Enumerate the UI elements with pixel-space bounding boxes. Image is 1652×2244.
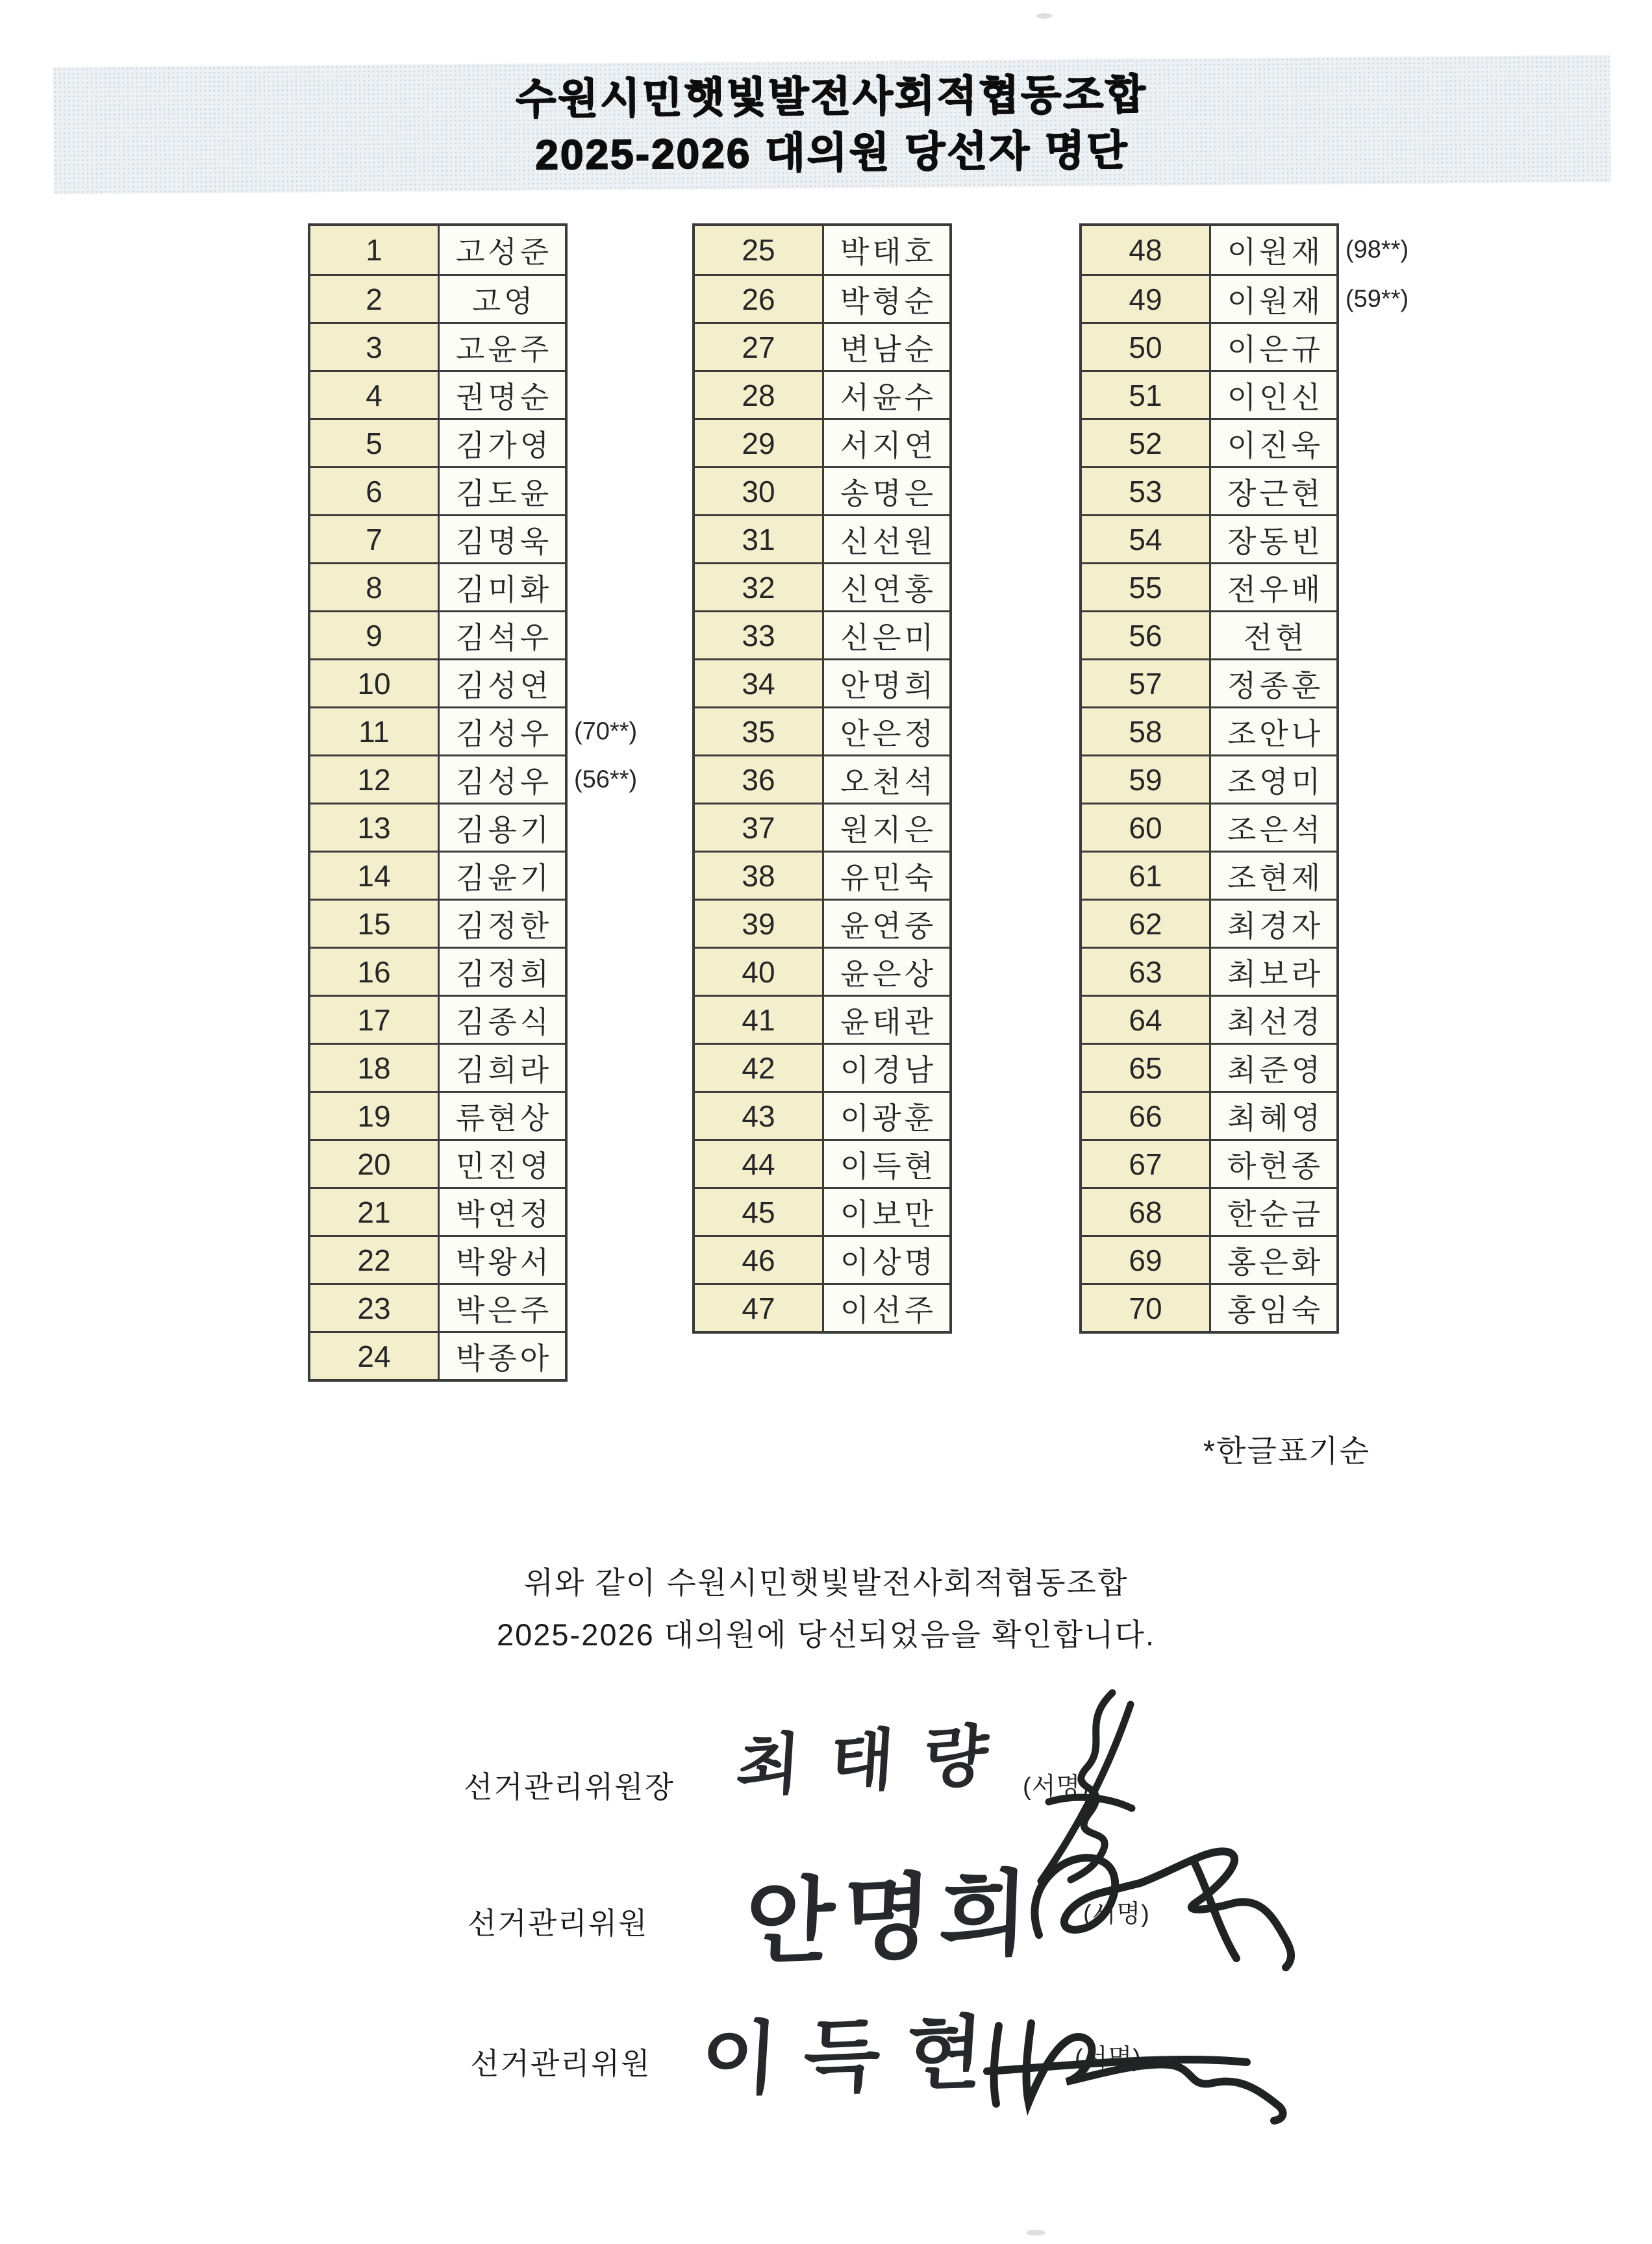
name-cell: 김윤기 [440, 853, 565, 899]
name-cell: 김성우 [440, 708, 565, 754]
vote-note: (70**) [574, 717, 638, 745]
name-cell: 고영 [440, 276, 565, 322]
name-cell: 최경자 [1211, 901, 1336, 947]
name-cell: 신연홍 [824, 564, 949, 610]
sig-role-chairman: 선거관리위원장 [464, 1770, 675, 1804]
rank-cell: 55 [1082, 564, 1211, 610]
name-cell: 정종훈 [1211, 660, 1336, 706]
document-title-line1: 수원시민햇빛발전사회적협동조합 [516, 71, 1148, 123]
roster-row [1082, 274, 1409, 322]
name-cell: 하헌종 [1211, 1141, 1336, 1187]
rank-cell: 9 [310, 612, 440, 658]
roster-table-3 [1079, 223, 1409, 1334]
name-cell: 류현상 [440, 1093, 565, 1139]
name-cell: 전우배 [1211, 564, 1336, 610]
rank-cell: 25 [695, 226, 824, 274]
name-cell: 최준영 [1211, 1045, 1336, 1091]
name-cell: 신은미 [824, 612, 949, 658]
name-cell: 원지은 [824, 804, 949, 851]
title-banner [53, 55, 1610, 195]
roster-row [310, 1043, 565, 1091]
roster-row [1082, 1043, 1336, 1091]
roster-row [695, 1283, 949, 1331]
vote-note: (98**) [1345, 236, 1409, 264]
name-cell: 김성연 [440, 660, 565, 706]
rank-cell: 33 [695, 612, 824, 658]
name-cell: 송명은 [824, 468, 949, 514]
rank-cell: 7 [310, 516, 440, 562]
roster-row [310, 899, 565, 947]
roster-row [1082, 226, 1409, 274]
name-cell: 홍은화 [1211, 1237, 1336, 1283]
roster-row [310, 803, 565, 851]
name-cell: 조영미 [1211, 756, 1336, 803]
roster-row [1082, 1283, 1336, 1331]
name-cell: 조은석 [1211, 804, 1336, 851]
name-cell: 이광훈 [824, 1093, 949, 1139]
roster-row [310, 610, 565, 658]
rank-cell: 67 [1082, 1141, 1211, 1187]
sign-here-label-1: (서명) [1023, 1773, 1090, 1801]
rank-cell: 35 [695, 708, 824, 754]
signature-member-1 [1013, 1838, 1299, 1987]
roster-row [1082, 514, 1336, 562]
rank-cell: 47 [695, 1285, 824, 1331]
rank-cell: 4 [310, 372, 440, 418]
rank-cell: 30 [695, 468, 824, 514]
name-cell: 김명욱 [440, 516, 565, 562]
rank-cell: 52 [1082, 420, 1211, 466]
rank-cell: 19 [310, 1093, 440, 1139]
name-cell: 고윤주 [440, 324, 565, 370]
roster-row [695, 322, 949, 370]
name-cell: 윤은상 [824, 949, 949, 995]
roster-row [310, 706, 638, 754]
signature-member-2 [974, 2000, 1299, 2130]
roster-row [695, 562, 949, 610]
rank-cell: 43 [695, 1093, 824, 1139]
roster-row [695, 995, 949, 1043]
roster-row [310, 274, 565, 322]
rank-cell: 60 [1082, 804, 1211, 851]
handwritten-name-chairman: 최태량 [734, 1717, 1020, 1804]
name-cell: 오천석 [824, 756, 949, 803]
name-cell: 신선원 [824, 516, 949, 562]
roster-row [1082, 754, 1336, 803]
roster-table-1 [308, 223, 638, 1382]
rank-cell: 8 [310, 564, 440, 610]
roster-row [310, 1283, 565, 1331]
name-cell: 안명희 [824, 660, 949, 706]
name-cell: 박연정 [440, 1189, 565, 1235]
roster-row [695, 803, 949, 851]
roster-row [310, 1091, 565, 1139]
roster-row [695, 226, 949, 274]
roster-row [1082, 803, 1336, 851]
name-cell: 이경남 [824, 1045, 949, 1091]
name-cell: 한순금 [1211, 1189, 1336, 1235]
roster-row [310, 418, 565, 466]
name-cell: 이상명 [824, 1237, 949, 1283]
rank-cell: 1 [310, 226, 440, 274]
confirmation-statement [274, 1557, 1378, 1661]
name-cell: 서윤수 [824, 372, 949, 418]
rank-cell: 39 [695, 901, 824, 947]
confirmation-line2: 2025-2026 대의원에 당선되었음을 확인합니다. [496, 1617, 1156, 1652]
rank-cell: 53 [1082, 468, 1211, 514]
roster-row [310, 562, 565, 610]
sig-role-member-2: 선거관리위원 [470, 2047, 651, 2080]
rank-cell: 28 [695, 372, 824, 418]
rank-cell: 17 [310, 997, 440, 1043]
sign-here-label-2: (서명) [1083, 1901, 1150, 1928]
vote-note: (56**) [574, 766, 638, 793]
name-cell: 이득현 [824, 1141, 949, 1187]
roster-row [695, 658, 949, 706]
name-cell: 이인신 [1211, 372, 1336, 418]
name-cell: 윤태관 [824, 997, 949, 1043]
roster-row [310, 947, 565, 995]
roster-row [1082, 322, 1336, 370]
name-cell: 김성우 [440, 756, 565, 803]
signature-scribble-3 [974, 2000, 1299, 2130]
name-cell: 이은규 [1211, 324, 1336, 370]
rank-cell: 27 [695, 324, 824, 370]
roster-row [1082, 1235, 1336, 1283]
rank-cell: 50 [1082, 324, 1211, 370]
name-cell: 박종아 [440, 1333, 565, 1379]
rank-cell: 16 [310, 949, 440, 995]
name-cell: 윤연중 [824, 901, 949, 947]
rank-cell: 5 [310, 420, 440, 466]
rank-cell: 66 [1082, 1093, 1211, 1139]
rank-cell: 44 [695, 1141, 824, 1187]
signature-scribble-2 [1013, 1838, 1299, 1987]
rank-cell: 26 [695, 276, 824, 322]
rank-cell: 45 [695, 1189, 824, 1235]
roster-row [1082, 995, 1336, 1043]
roster-row [695, 418, 949, 466]
name-cell: 민진영 [440, 1141, 565, 1187]
rank-cell: 24 [310, 1333, 440, 1379]
name-cell: 김희라 [440, 1045, 565, 1091]
name-cell: 권명순 [440, 372, 565, 418]
roster-row [695, 899, 949, 947]
name-cell: 김용기 [440, 804, 565, 851]
roster-row [1082, 899, 1336, 947]
rank-cell: 21 [310, 1189, 440, 1235]
roster-row [695, 851, 949, 899]
rank-cell: 54 [1082, 516, 1211, 562]
roster-row [695, 514, 949, 562]
name-cell: 이원재 [1211, 226, 1336, 274]
rank-cell: 42 [695, 1045, 824, 1091]
roster-row [310, 466, 565, 514]
name-cell: 김정한 [440, 901, 565, 947]
sig-role-member-1: 선거관리위원 [468, 1906, 649, 1940]
name-cell: 최선경 [1211, 997, 1336, 1043]
roster-row [310, 995, 565, 1043]
roster-row [1082, 418, 1336, 466]
rank-cell: 31 [695, 516, 824, 562]
roster-row [695, 274, 949, 322]
name-cell: 전현 [1211, 612, 1336, 658]
roster-row [310, 322, 565, 370]
roster-row [1082, 947, 1336, 995]
roster-row [310, 370, 565, 418]
roster-row [1082, 610, 1336, 658]
name-cell: 홍임숙 [1211, 1285, 1336, 1331]
roster-row [695, 706, 949, 754]
name-cell: 박왕서 [440, 1237, 565, 1283]
roster-row [310, 514, 565, 562]
sign-here-label-3: (서명) [1075, 2045, 1142, 2072]
rank-cell: 57 [1082, 660, 1211, 706]
rank-cell: 13 [310, 804, 440, 851]
name-cell: 조현제 [1211, 853, 1336, 899]
roster-row [310, 1187, 565, 1235]
rank-cell: 15 [310, 901, 440, 947]
roster-row [695, 1235, 949, 1283]
roster-row [695, 370, 949, 418]
name-cell: 김가영 [440, 420, 565, 466]
roster-row [1082, 370, 1336, 418]
roster-row [310, 754, 638, 803]
rank-cell: 48 [1082, 226, 1211, 274]
rank-cell: 63 [1082, 949, 1211, 995]
rank-cell: 59 [1082, 756, 1211, 803]
rank-cell: 29 [695, 420, 824, 466]
rank-cell: 70 [1082, 1285, 1211, 1331]
roster-row [695, 1139, 949, 1187]
rank-cell: 2 [310, 276, 440, 322]
rank-cell: 49 [1082, 276, 1211, 322]
footnote-hangul-order: *한글표기순 [1203, 1434, 1370, 1468]
name-cell: 장근현 [1211, 468, 1336, 514]
name-cell: 이보만 [824, 1189, 949, 1235]
scan-artifact-top [1036, 13, 1052, 19]
document-title-line2: 2025-2026 대의원 당선자 명단 [535, 127, 1129, 179]
name-cell: 박은주 [440, 1285, 565, 1331]
confirmation-line1: 위와 같이 수원시민햇빛발전사회적협동조합 [523, 1565, 1129, 1600]
roster-row [310, 226, 565, 274]
roster-row [1082, 851, 1336, 899]
roster-row [695, 466, 949, 514]
roster-row [1082, 1187, 1336, 1235]
name-cell: 김미화 [440, 564, 565, 610]
name-cell: 최보라 [1211, 949, 1336, 995]
roster-row [310, 1235, 565, 1283]
rank-cell: 64 [1082, 997, 1211, 1043]
roster-row [695, 1187, 949, 1235]
vote-note: (59**) [1345, 285, 1409, 312]
roster-row [310, 1331, 565, 1379]
roster-row [1082, 706, 1336, 754]
name-cell: 김종식 [440, 997, 565, 1043]
name-cell: 박태호 [824, 226, 949, 274]
name-cell: 조안나 [1211, 708, 1336, 754]
roster-row [695, 1043, 949, 1091]
rank-cell: 40 [695, 949, 824, 995]
rank-cell: 46 [695, 1237, 824, 1283]
roster-row [1082, 1091, 1336, 1139]
rank-cell: 51 [1082, 372, 1211, 418]
name-cell: 유민숙 [824, 853, 949, 899]
name-cell: 고성준 [440, 226, 565, 274]
rank-cell: 23 [310, 1285, 440, 1331]
rank-cell: 36 [695, 756, 824, 803]
roster-row [310, 851, 565, 899]
roster-row [1082, 658, 1336, 706]
handwritten-name-member-1: 안명희 [744, 1862, 1038, 1975]
roster-row [310, 658, 565, 706]
rank-cell: 38 [695, 853, 824, 899]
rank-cell: 10 [310, 660, 440, 706]
name-cell: 김정희 [440, 949, 565, 995]
rank-cell: 37 [695, 804, 824, 851]
name-cell: 김석우 [440, 612, 565, 658]
name-cell: 서지연 [824, 420, 949, 466]
name-cell: 변남순 [824, 324, 949, 370]
roster-row [310, 1139, 565, 1187]
name-cell: 장동빈 [1211, 516, 1336, 562]
rank-cell: 65 [1082, 1045, 1211, 1091]
rank-cell: 12 [310, 756, 440, 803]
rank-cell: 14 [310, 853, 440, 899]
roster-row [695, 754, 949, 803]
rank-cell: 18 [310, 1045, 440, 1091]
rank-cell: 41 [695, 997, 824, 1043]
rank-cell: 32 [695, 564, 824, 610]
roster-row [695, 1091, 949, 1139]
roster-row [1082, 466, 1336, 514]
handwritten-name-member-2: 이득현 [698, 2008, 1012, 2104]
roster-table-2 [692, 223, 952, 1334]
rank-cell: 11 [310, 708, 440, 754]
name-cell: 이진욱 [1211, 420, 1336, 466]
roster-row [1082, 1139, 1336, 1187]
roster-row [695, 947, 949, 995]
name-cell: 이선주 [824, 1285, 949, 1331]
rank-cell: 3 [310, 324, 440, 370]
name-cell: 이원재 [1211, 276, 1336, 322]
rank-cell: 61 [1082, 853, 1211, 899]
roster-row [1082, 562, 1336, 610]
rank-cell: 6 [310, 468, 440, 514]
name-cell: 안은정 [824, 708, 949, 754]
scan-artifact-bottom [1026, 2230, 1045, 2236]
roster-row [695, 610, 949, 658]
rank-cell: 68 [1082, 1189, 1211, 1235]
rank-cell: 20 [310, 1141, 440, 1187]
rank-cell: 69 [1082, 1237, 1211, 1283]
rank-cell: 34 [695, 660, 824, 706]
rank-cell: 62 [1082, 901, 1211, 947]
rank-cell: 58 [1082, 708, 1211, 754]
name-cell: 박형순 [824, 276, 949, 322]
name-cell: 김도윤 [440, 468, 565, 514]
name-cell: 최혜영 [1211, 1093, 1336, 1139]
rank-cell: 22 [310, 1237, 440, 1283]
rank-cell: 56 [1082, 612, 1211, 658]
